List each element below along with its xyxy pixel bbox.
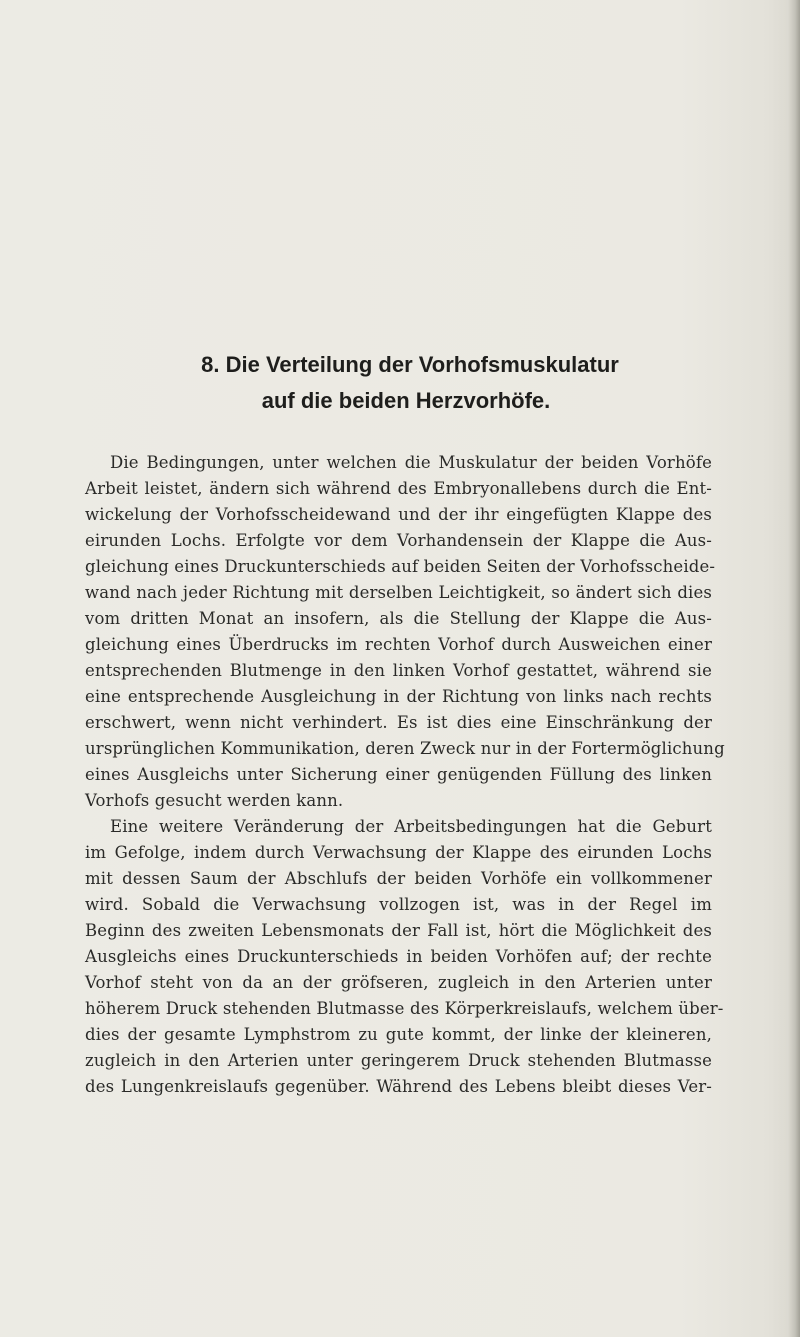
text-line: zugleich in den Arterien unter geringerem Druck stehenden Blutmasse	[85, 1051, 712, 1070]
text-line: Ausgleichs eines Druckunterschieds in beiden Vorhöfen auf; der rechte	[85, 947, 712, 966]
text-line: ursprünglichen Kommunikation, deren Zweck nur in der Fortermöglichung	[85, 739, 725, 758]
text-line: Arbeit leistet, ändern sich während des Embryonallebens durch die Ent-	[85, 479, 712, 498]
section-heading-line-1: 8. Die Verteilung der Vorhofsmuskulatur	[201, 352, 619, 377]
text-line: wickelung der Vorhofsscheidewand und der ihr eingefügten Klappe des	[85, 505, 712, 524]
text-line: Beginn des zweiten Lebensmonats der Fall ist, hört die Möglichkeit des	[85, 921, 712, 940]
text-line: des Lungenkreislaufs gegenüber. Während des Lebens bleibt dieses Ver-	[85, 1077, 712, 1096]
text-line: erschwert, wenn nicht verhindert. Es ist dies eine Einschränkung der	[85, 713, 712, 732]
text-line: wird. Sobald die Verwachsung vollzogen ist, was in der Regel im	[85, 895, 712, 914]
text-line: gleichung eines Druckunterschieds auf beiden Seiten der Vorhofsscheide-	[85, 557, 716, 576]
text-line: dies der gesamte Lymphstrom zu gute kommt, der linke der kleineren,	[85, 1025, 712, 1044]
text-line: im Gefolge, indem durch Verwachsung der Klappe des eirunden Lochs	[85, 843, 712, 862]
text-line: eine entsprechende Ausgleichung in der Richtung von links nach rechts	[85, 687, 712, 706]
text-line: Die Bedingungen, unter welchen die Muskulatur der beiden Vorhöfe	[110, 453, 712, 472]
text-line: mit dessen Saum der Abschlufs der beiden Vorhöfe ein vollkommener	[85, 869, 712, 888]
text-line: vom dritten Monat an insofern, als die Stellung der Klappe die Aus-	[85, 609, 712, 628]
text-line: Eine weitere Veränderung der Arbeitsbedingungen hat die Geburt	[110, 817, 712, 836]
text-line: Vorhofs gesucht werden kann.	[85, 791, 344, 810]
text-line: wand nach jeder Richtung mit derselben Leichtigkeit, so ändert sich dies	[85, 583, 712, 602]
text-line: Vorhof steht von da an der gröfseren, zugleich in den Arterien unter	[85, 973, 712, 992]
text-line: eirunden Lochs. Erfolgte vor dem Vorhandensein der Klappe die Aus-	[85, 531, 712, 550]
section-heading-line-2: auf die beiden Herzvorhöfe.	[261, 388, 551, 413]
text-line: gleichung eines Überdrucks im rechten Vorhof durch Ausweichen einer	[85, 635, 712, 654]
page-edge-shadow	[788, 0, 800, 1337]
text-line: höherem Druck stehenden Blutmasse des Körperkreislaufs, welchem über-	[85, 999, 724, 1018]
text-line: entsprechenden Blutmenge in den linken Vorhof gestattet, während sie	[85, 661, 712, 680]
text-line: eines Ausgleichs unter Sicherung einer genügenden Füllung des linken	[85, 765, 712, 784]
